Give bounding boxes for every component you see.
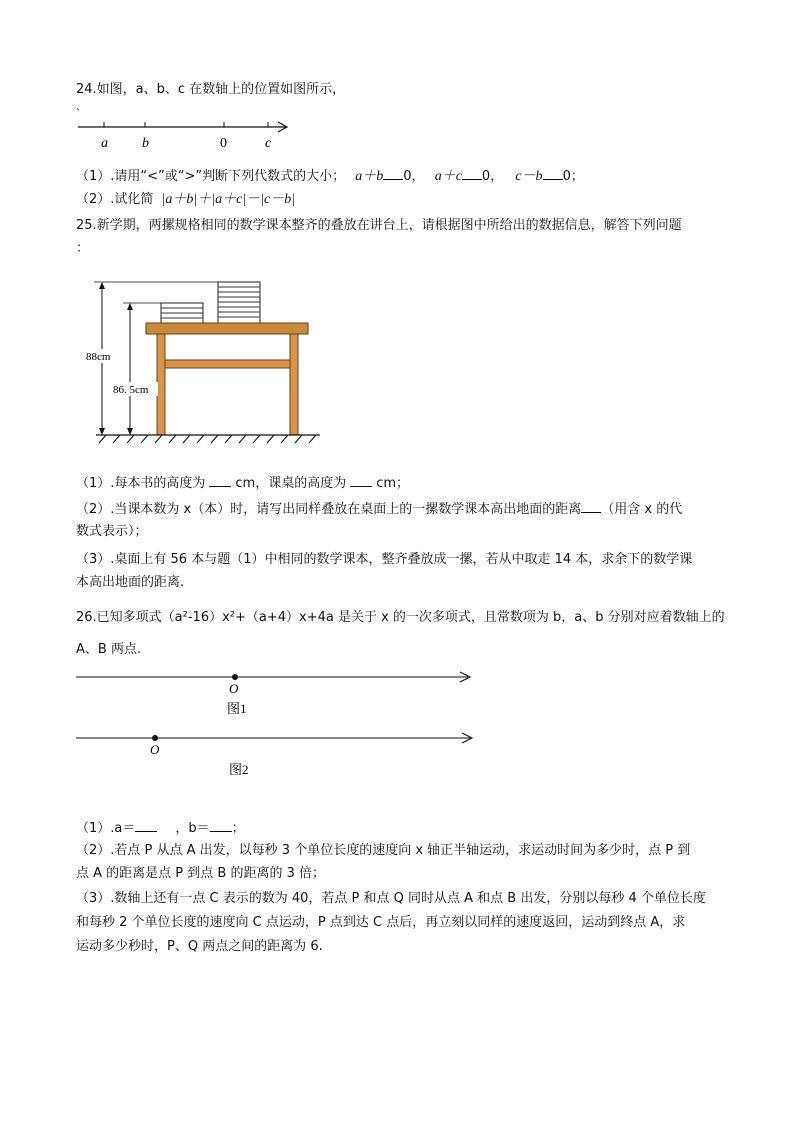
q24-part2-prefix: （2）.试化简 <box>76 192 154 207</box>
q26-part3-line1: （3）.数轴上还有一点 C 表示的数为 40，若点 P 和点 Q 同时从点 A 和点 B 出发，分别以每秒 4 个单位长度 <box>76 891 706 906</box>
book-stack-left <box>161 303 203 323</box>
q24-part1-prefix: （1）.请用“<”或“>”判断下列代数式的大小； <box>76 169 346 184</box>
q26-part3-line2: 和每秒 2 个单位长度的速度向 C 点运动，P 点到达 C 点后，再立刻以同样的速度返回，运动到终点 A，求 <box>76 915 686 930</box>
label-b: b <box>142 136 149 151</box>
q25-part2-line1 <box>76 500 682 519</box>
desk-leg-left <box>157 334 165 435</box>
label-86-5cm: 86. 5cm <box>113 384 149 396</box>
q24-stray-mark: 、 <box>76 102 86 113</box>
q24-expr-3-tail: 0； <box>562 169 584 184</box>
q26-part2-line1: （2）.若点 P 从点 A 出发，以每秒 3 个单位长度的速度向 x 轴正半轴运动，求运动时间为多少时，点 P 到 <box>76 843 691 858</box>
q24-stem: 24.如图，a、b、c 在数轴上的位置如图所示， <box>76 82 346 97</box>
label-c: c <box>265 136 272 151</box>
ground-hatching <box>99 435 316 443</box>
origin-dot <box>152 735 158 741</box>
label-a: a <box>101 136 108 151</box>
desk-leg-right <box>290 334 298 435</box>
q26-part1-a: （1）.a＝ <box>76 821 136 836</box>
book-stack-right <box>218 282 260 323</box>
q25-part1-c: cm； <box>376 476 410 491</box>
answer-blank <box>350 474 372 487</box>
q24-part1 <box>76 167 584 186</box>
q24-number-line <box>76 106 296 154</box>
q24-expr-3: c－b <box>515 169 543 184</box>
q26-part1-c: ； <box>231 821 245 836</box>
q25-stem-colon: ： <box>76 241 90 256</box>
q26-part2-line2: 点 A 的距离是点 P 到点 B 的距离的 3 倍； <box>76 866 325 881</box>
answer-blank <box>462 167 482 180</box>
label-zero: 0 <box>220 136 227 151</box>
figure-caption: 图2 <box>229 762 249 777</box>
q26-stem-line2: A、B 两点. <box>76 642 142 657</box>
q24-expr-2-tail: 0， <box>481 169 504 184</box>
q25-part1-a: （1）.每本书的高度为 <box>76 476 206 491</box>
q25-part3-line1: （3）.桌面上有 56 本与题（1）中相同的数学课本，整齐叠放成一摞，若从中取走 14 本，求余下的数学课 <box>76 552 693 567</box>
q26-stem-line1: 26.已知多项式（a²-16）x²+（a+4）x+4a 是关于 x 的一次多项式，且常数项为 b，a、b 分别对应着数轴上的 <box>76 610 725 625</box>
q24-simplify-expr: |a＋b|＋|a＋c|－|c－b| <box>161 192 296 207</box>
q26-part3-line3: 运动多少秒时，P、Q 两点之间的距离为 6. <box>76 939 323 954</box>
origin-label: O <box>150 742 160 757</box>
q24-expr-1-tail: 0， <box>403 169 425 184</box>
q24-part2 <box>76 191 295 209</box>
q26-figure-2 <box>76 730 476 780</box>
answer-blank <box>210 819 232 832</box>
q26-part1 <box>76 819 245 838</box>
q25-part2-a: （2）.当课本数为 x（本）时，请写出同样叠放在桌面上的一摞数学课本高出地面的距离 <box>76 502 582 517</box>
label-88cm: 88cm <box>86 351 111 363</box>
desk-top <box>146 323 308 334</box>
answer-blank <box>581 500 601 513</box>
answer-blank <box>209 474 231 487</box>
q24-expr-1: a＋b <box>355 169 384 184</box>
q25-part2-line2: 数式表示）； <box>76 524 148 539</box>
q25-part1-b: cm，课桌的高度为 <box>235 476 347 491</box>
answer-blank <box>135 819 157 832</box>
q25-part3-line2: 本高出地面的距离. <box>76 575 185 590</box>
desk-stretcher <box>165 360 290 368</box>
answer-blank <box>543 167 563 180</box>
q24-expr-2: a＋c <box>434 169 462 184</box>
figure-caption: 图1 <box>227 701 247 716</box>
origin-dot <box>232 674 238 680</box>
q26-figure-1 <box>76 668 476 718</box>
q25-desk-figure <box>76 276 326 444</box>
origin-label: O <box>229 681 239 696</box>
answer-blank <box>383 167 403 180</box>
q25-stem: 25.新学期，两摞规格相同的数学课本整齐的叠放在讲台上，请根据图中所给出的数据信息，解答下列问题 <box>76 218 682 233</box>
q26-part1-b: ，b＝ <box>175 821 210 836</box>
q25-part2-b: （用含 x 的代 <box>601 502 683 517</box>
q25-part1 <box>76 474 409 493</box>
